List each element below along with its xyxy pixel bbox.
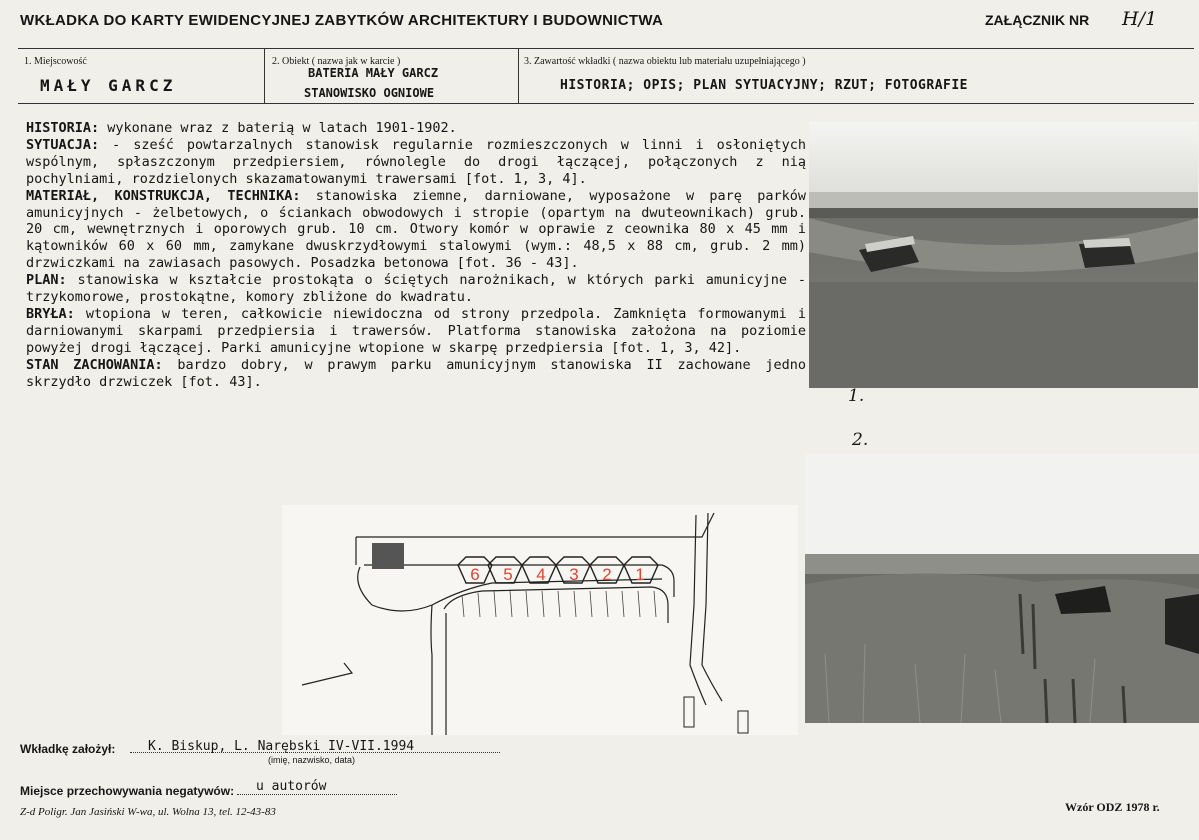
header-top-rule [18,48,1194,49]
material-heading: MATERIAŁ, KONSTRUKCJA, TECHNIKA: [26,187,301,204]
contents-value: HISTORIA; OPIS; PLAN SYTUACYJNY; RZUT; FOTOGRAFIE [560,78,969,93]
photo-1-image [809,122,1198,388]
photo-2-caption: 2. [852,430,869,450]
object-line-2: STANOWISKO OGNIOWE [304,86,435,100]
photo-1-caption: 1. [848,386,865,406]
founder-value: K. Biskup, L. Narębski IV-VII.1994 [148,739,415,754]
locality-value: MAŁY GARCZ [40,76,177,95]
section-sytuacja [26,137,806,188]
plan-position-number: 6 [470,565,480,584]
historia-heading: HISTORIA: [26,120,100,136]
site-plan [282,505,798,735]
sytuacja-heading: SYTUACJA: [26,136,100,153]
founder-hint: (imię, nazwisko, data) [268,755,356,765]
plan-heading: PLAN: [26,272,67,289]
locality-label: 1. Miejscowość [24,56,87,67]
plan-position-number: 4 [536,565,546,584]
plan-text: stanowiska w kształcie prostokąta o ściętych narożnikach, w których parki amunicyjne - trzykomorowe, prostokątne, komory zbliżone do kwadratu. [26,272,806,306]
section-plan [26,272,806,306]
storage-dotted-line [237,794,397,795]
stan-heading: STAN ZACHOWANIA: [26,356,163,373]
section-historia [26,120,806,137]
cell-divider-1 [264,48,265,103]
plan-position-number: 2 [602,565,612,584]
header-bottom-rule [18,103,1194,104]
storage-value: u autorów [256,779,327,794]
plan-position-numbers [460,565,660,585]
stan-text: bardzo dobry, w prawym parku amunicyjnym stanowiska II zachowane jedno skrzydło drzwiczek [fot. 43]. [26,356,806,390]
bryla-heading: BRYŁA: [26,305,75,322]
photo-1 [809,122,1198,388]
report-body [26,120,806,391]
photo-2-image [805,454,1199,723]
cell-divider-2 [518,48,519,103]
sytuacja-text: - sześć powtarzalnych stanowisk regularnie rozmieszczonych w linni i osłoniętych wspólnym, spłaszczonym przedpiersiem, równolegle do drogi łączącej, połączonych z nią pochylniami, rozdzielonych skazamatowanymi trawersami [fot. 1, 3, 4]. [26,136,806,187]
site-plan-drawing [282,505,798,735]
annex-number: H/1 [1122,8,1158,30]
section-stan [26,357,806,391]
founder-label: Wkładkę założył: [20,742,116,756]
storage-label: Miejsce przechowywania negatywów: [20,784,235,798]
annex-label: ZAŁĄCZNIK NR [985,12,1090,28]
object-line-1: BATERIA MAŁY GARCZ [308,66,439,80]
plan-position-number: 5 [503,565,513,584]
contents-label: 3. Zawartość wkładki ( nazwa obiektu lub materiału uzupełniającego ) [524,56,806,67]
section-material [26,188,806,273]
object-label: 2. Obiekt ( nazwa jak w karcie ) [272,56,401,67]
material-text: stanowiska ziemne, darniowane, wyposażone w parę parków amunicyjnych - żelbetowych, o ściankach obwodowych i stropie (opartym na dwuteownikach) grub. 20 cm, wewnętrznych i oporowych grub. 10 cm. Otwory komór w oprawie z ceownika 80 x 45 mm i kątowników 60 x 60 mm, zamykane dwuskrzydłowymi stalowymi (wym.: 48,5 x 88 cm, grub. 2 mm) drzwiczkami na zawiasach pasowych. Posadzka betonowa [fot. 36 - 43]. [26,187,806,272]
historia-text: wykonane wraz z baterią w latach 1901-1902. [99,120,457,136]
plan-position-number: 3 [569,565,579,584]
section-bryla [26,306,806,357]
plan-hatched-block [372,543,404,569]
bryla-text: wtopiona w teren, całkowicie niewidoczna od strony przedpola. Zamknięta formowanymi i darniowanymi skarpami przedpiersia i trawersów. Platforma stanowiska założona na poziomie powyżej drogi łączącej. Parki amunicyjne wtopione w skarpę przedpiersia [fot. 1, 3, 42]. [26,305,806,356]
form-model: Wzór ODZ 1978 r. [1065,800,1160,814]
photo-2 [805,454,1199,723]
card-title: WKŁADKA DO KARTY EWIDENCYJNEJ ZABYTKÓW ARCHITEKTURY I BUDOWNICTWA [20,12,664,29]
plan-position-number: 1 [635,565,645,584]
printer-note: Z-d Poligr. Jan Jasiński W-wa, ul. Wolna 13, tel. 12-43-83 [20,806,276,818]
